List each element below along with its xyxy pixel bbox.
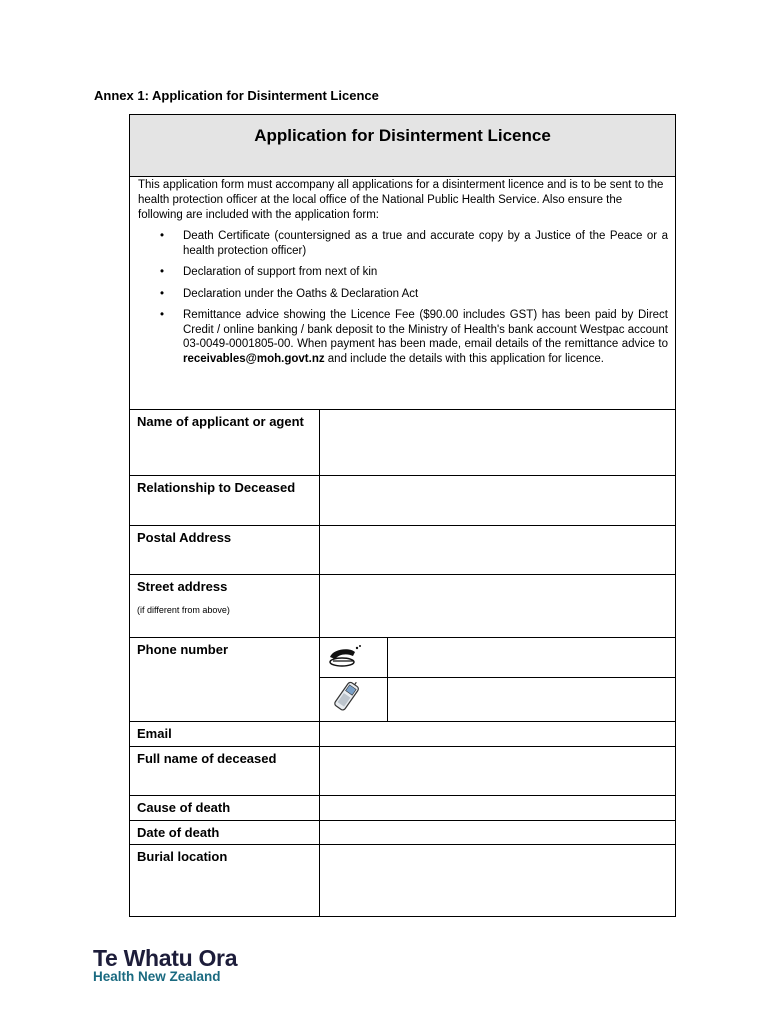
annex-title: Annex 1: Application for Disinterment Licence bbox=[94, 88, 379, 103]
phone-label: Phone number bbox=[130, 638, 320, 721]
mobile-phone-icon bbox=[330, 679, 362, 720]
intro-text: This application form must accompany all applications for a disinterment licence and is to be sent to the health protection officer at the local office of the National Public Health Service. Also ensure the following are included with the application form: bbox=[138, 179, 664, 221]
remittance-text-after: and include the details with this application for licence. bbox=[324, 352, 604, 365]
row-phone bbox=[130, 637, 675, 721]
remittance-email-link[interactable]: receivables@moh.govt.nz bbox=[183, 352, 325, 365]
row-postal bbox=[130, 525, 675, 574]
phone-fields bbox=[320, 638, 675, 721]
form-header bbox=[130, 115, 675, 177]
row-date bbox=[130, 820, 675, 844]
relationship-label: Relationship to Deceased bbox=[130, 476, 320, 525]
requirements-list bbox=[138, 229, 668, 366]
cause-label: Cause of death bbox=[130, 796, 320, 820]
street-label-cell bbox=[130, 575, 320, 637]
date-label: Date of death bbox=[130, 821, 320, 844]
application-form bbox=[129, 114, 676, 917]
bullet-text: Declaration under the Oaths & Declaration Act bbox=[183, 287, 419, 300]
remittance-text-before: Remittance advice showing the Licence Fee ($90.00 includes GST) has been paid by Direct Credit / online banking / bank deposit to the Ministry of Health's bank account Westpac account 03-0049-0001805-00. When payment has been made, email details of the remittance advice to bbox=[183, 309, 668, 350]
applicant-label: Name of applicant or agent bbox=[130, 410, 320, 475]
bullet-text: Declaration of support from next of kin bbox=[183, 266, 378, 278]
logo-subtitle: Health New Zealand bbox=[93, 969, 221, 984]
row-applicant bbox=[130, 409, 675, 475]
list-item bbox=[138, 229, 668, 258]
row-email bbox=[130, 721, 675, 746]
list-item bbox=[138, 287, 668, 302]
postal-label: Postal Address bbox=[130, 526, 320, 574]
form-intro bbox=[138, 178, 668, 373]
deceased-label: Full name of deceased bbox=[130, 747, 320, 795]
bullet-icon: • bbox=[160, 309, 165, 321]
landline-phone-icon bbox=[327, 643, 363, 674]
row-burial bbox=[130, 844, 675, 916]
email-label: Email bbox=[130, 722, 320, 746]
form-title: Application for Disinterment Licence bbox=[254, 126, 551, 145]
street-label: Street address bbox=[137, 579, 228, 594]
row-deceased bbox=[130, 746, 675, 795]
remittance-text bbox=[183, 309, 668, 365]
bullet-icon: • bbox=[160, 266, 165, 278]
landline-icon-cell bbox=[320, 638, 388, 677]
bullet-icon: • bbox=[160, 287, 165, 300]
mobile-icon-cell bbox=[320, 677, 388, 722]
list-item bbox=[138, 265, 668, 280]
row-street bbox=[130, 574, 675, 637]
list-item bbox=[138, 308, 668, 366]
logo-name: Te Whatu Ora bbox=[93, 945, 238, 971]
burial-label: Burial location bbox=[130, 845, 320, 916]
bullet-icon: • bbox=[160, 230, 165, 242]
bullet-text: Death Certificate (countersigned as a true and accurate copy by a Justice of the Peace or a health protection officer) bbox=[183, 230, 668, 257]
row-relationship bbox=[130, 475, 675, 525]
street-note: (if different from above) bbox=[137, 605, 230, 615]
row-cause bbox=[130, 795, 675, 820]
